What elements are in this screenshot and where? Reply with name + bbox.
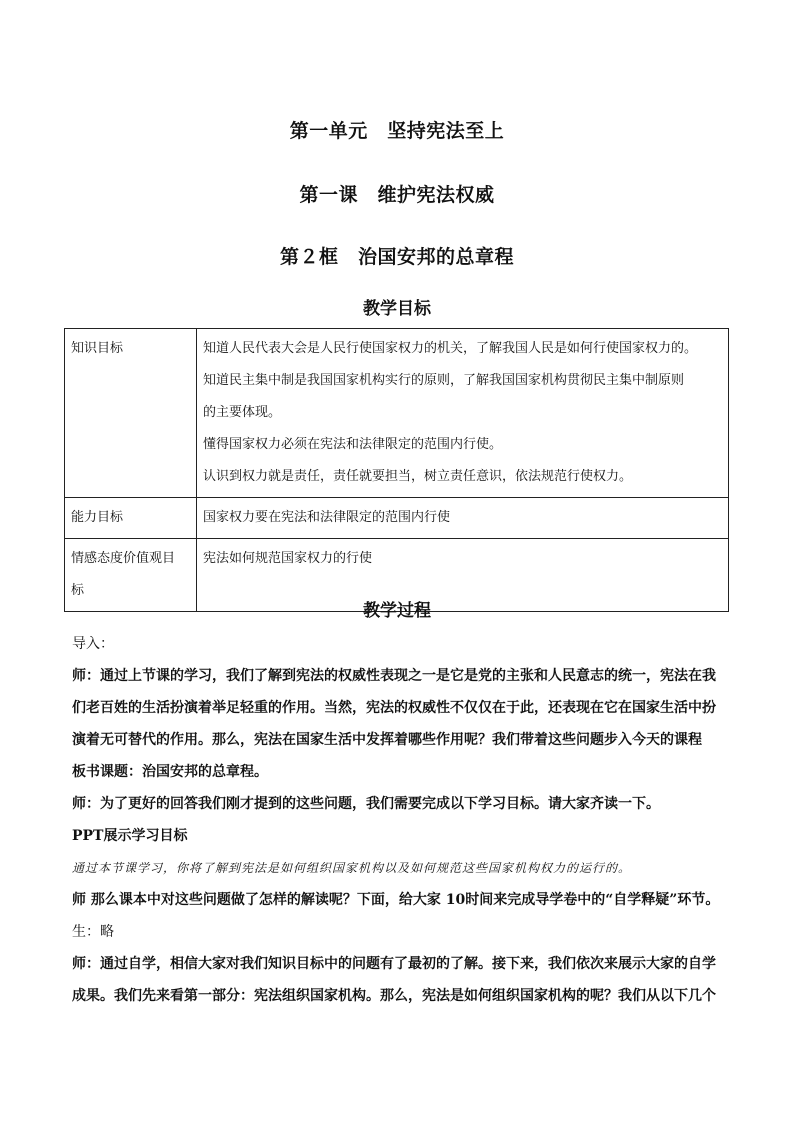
paragraph-line: 师：通过上节课的学习，我们了解到宪法的权威性表现之一是它是党的主张和人民意志的统一，宪法在我 [72, 668, 716, 684]
goal-content-knowledge [197, 329, 729, 498]
teaching-process-title: 教学过程 [363, 601, 431, 621]
paragraph-line: 们老百姓的生活扮演着举足轻重的作用。当然，宪法的权威性不仅仅在于此，还表现在它在国家生活中扮 [72, 700, 716, 716]
teaching-goals-table [64, 328, 729, 612]
goal-label-line: 情感态度价值观目 [71, 551, 176, 566]
goal-line: 知道民主集中制是我国国家机构实行的原则，了解我国国家机构贯彻民主集中制原则 [203, 373, 685, 388]
paragraph-line: 成果。我们先来看第一部分：宪法组织国家机构。那么，宪法是如何组织国家机构的呢？我们从以下几个 [72, 988, 716, 1004]
goal-label-knowledge: 知识目标 [65, 329, 197, 498]
learning-goal-text: 通过本节课学习，你将了解到宪法是如何组织国家机构以及如何规范这些国家机构权力的运行的。 [72, 861, 632, 875]
goal-line: 的主要体现。 [203, 405, 282, 420]
goal-label-line: 标 [71, 583, 85, 598]
unit-heading: 第一单元 坚持宪法至上 [289, 120, 505, 142]
table-row [65, 329, 729, 498]
goal-label-ability: 能力目标 [65, 498, 197, 539]
table-row [65, 498, 729, 539]
goal-content-ability [197, 498, 729, 539]
goal-line: 知道人民代表大会是人民行使国家权力的机关，了解我国人民是如何行使国家权力的。 [203, 341, 698, 356]
paragraph-line: 板书课题：治国安邦的总章程。 [72, 764, 268, 780]
goal-line: 认识到权力就是责任，责任就要担当，树立责任意识，依法规范行使权力。 [203, 469, 633, 484]
ppt-note: PPT展示学习目标 [72, 828, 188, 844]
goal-line: 国家权力要在宪法和法律限定的范围内行使 [203, 510, 451, 525]
lesson-heading: 第一课 维护宪法权威 [299, 184, 495, 206]
frame-heading: 第２框 治国安邦的总章程 [279, 246, 514, 268]
intro-label: 导入： [72, 636, 114, 652]
paragraph-line: 师 那么课本中对这些问题做了怎样的解读呢？下面，给大家 10时间来完成导学卷中的“自学释疑”环节。 [72, 892, 720, 908]
student-response: 生：略 [72, 924, 114, 940]
goal-line: 宪法如何规范国家权力的行使 [203, 551, 373, 566]
teaching-process-body [72, 628, 732, 1012]
paragraph-line: 师：为了更好的回答我们刚才提到的这些问题，我们需要完成以下学习目标。请大家齐读一下。 [72, 796, 660, 812]
teaching-goals-title: 教学目标 [363, 299, 431, 319]
paragraph-line: 师：通过自学，相信大家对我们知识目标中的问题有了最初的了解。接下来，我们依次来展示大家的自学 [72, 956, 716, 972]
goal-line: 懂得国家权力必须在宪法和法律限定的范围内行使。 [203, 437, 503, 452]
paragraph-line: 演着无可替代的作用。那么，宪法在国家生活中发挥着哪些作用呢？我们带着这些问题步入今天的课程 [72, 732, 702, 748]
